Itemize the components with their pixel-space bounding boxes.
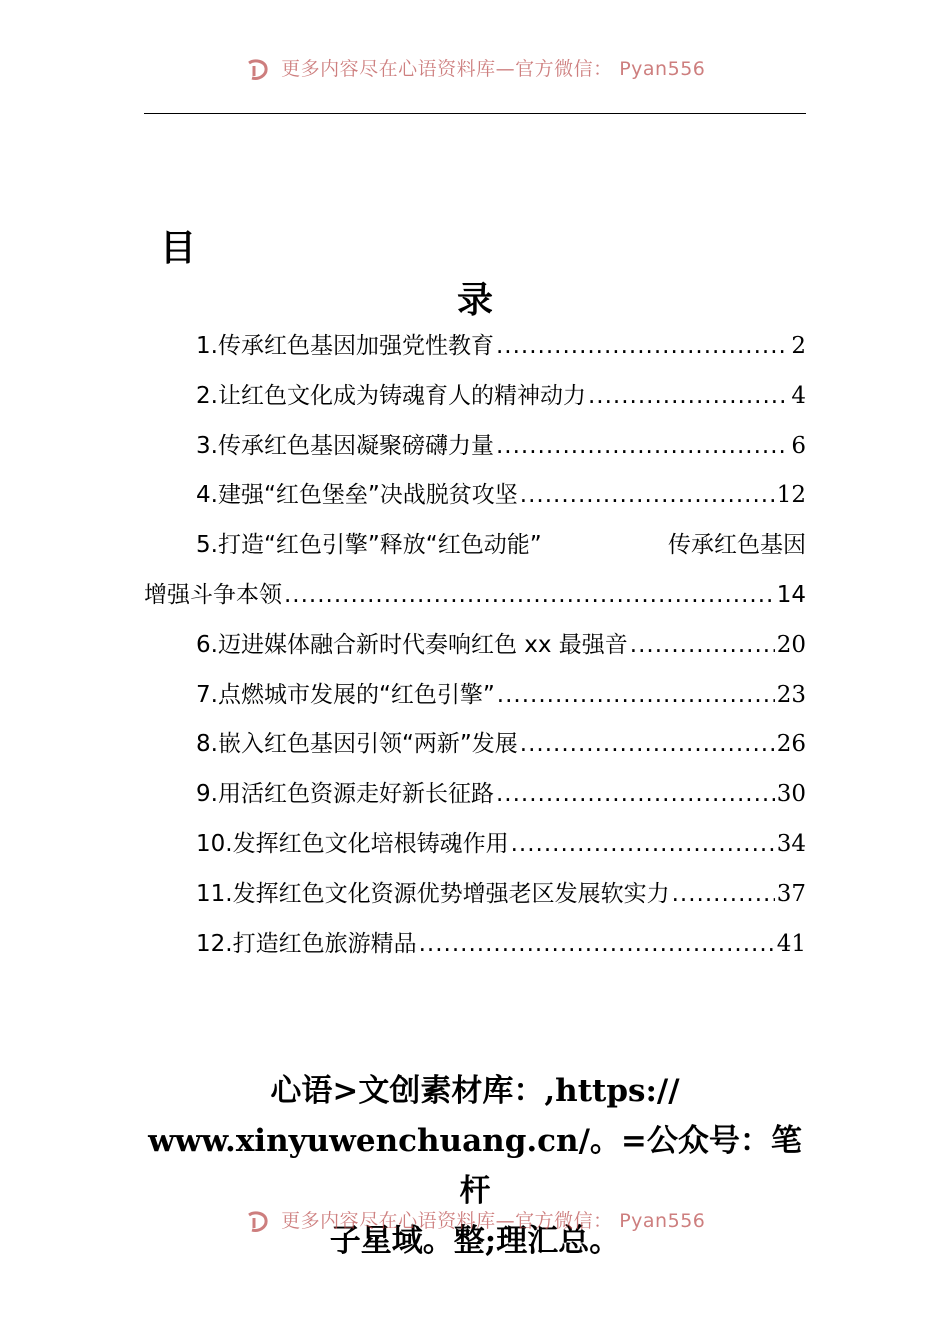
watermark-text: 更多内容尽在心语资料库—官方微信： Pyan556: [281, 1210, 706, 1232]
toc-entry-11[interactable]: [144, 870, 806, 920]
toc-entry-6[interactable]: [144, 621, 806, 671]
toc-leader-dots: [630, 621, 775, 671]
toc-leader-dots: [672, 870, 775, 920]
toc-entry-9[interactable]: [144, 770, 806, 820]
table-of-contents: [144, 322, 806, 969]
toc-entry-5-line-2[interactable]: [144, 571, 806, 621]
footer-note: [144, 1066, 806, 1266]
toc-entry-label: 12.打造红色旅游精品: [196, 930, 417, 957]
toc-entry-page: 37: [776, 880, 806, 907]
toc-entry-5-line-1[interactable]: [144, 521, 806, 571]
toc-entry-label: 10.发挥红色文化培根铸魂作用: [196, 830, 509, 857]
toc-entry-label: 4.建强“红色堡垒”决战脱贫攻坚: [196, 482, 518, 509]
footer-line-3: 子星域。整;理汇总。: [329, 1223, 621, 1259]
toc-entry-10[interactable]: [144, 820, 806, 870]
toc-entry-page: 34: [776, 830, 806, 857]
toc-entry-label: 9.用活红色资源走好新长征路: [196, 781, 494, 808]
toc-entry-4[interactable]: [144, 471, 806, 521]
logo-icon: [245, 57, 271, 83]
toc-entry-page: 14: [776, 581, 806, 608]
toc-title-first-char: 目: [160, 227, 197, 269]
toc-entry-1[interactable]: [144, 322, 806, 372]
toc-leader-dots: [511, 820, 775, 870]
toc-entry-page: 12: [776, 482, 806, 509]
toc-leader-dots: [419, 920, 775, 970]
toc-entry-3[interactable]: [144, 422, 806, 472]
toc-title-second-char: 录: [456, 279, 493, 321]
toc-entry-page: 41: [776, 930, 806, 957]
logo-icon: [245, 1209, 271, 1235]
footer-line-1: 心语>文创素材库：,https://: [270, 1073, 680, 1109]
toc-entry-page: 2: [791, 333, 806, 359]
toc-leader-dots: [588, 372, 789, 422]
toc-entry-7[interactable]: [144, 671, 806, 721]
toc-entry-label-part-b: 传承红色基因: [668, 532, 806, 559]
toc-entry-page: 26: [776, 731, 806, 758]
header-watermark: [0, 54, 950, 83]
toc-entry-page: 23: [776, 681, 806, 708]
watermark-text: 更多内容尽在心语资料库—官方微信： Pyan556: [281, 58, 706, 80]
toc-entry-label: 6.迈进媒体融合新时代奏响红色 xx 最强音: [196, 631, 628, 658]
footer-watermark: [0, 1206, 950, 1235]
footer-line-2: www.xinyuwenchuang.cn/。=公众号：笔杆: [148, 1123, 802, 1209]
toc-leader-dots: [520, 471, 775, 521]
toc-entry-page: 20: [776, 631, 806, 658]
toc-entry-label: 11.发挥红色文化资源优势增强老区发展软实力: [196, 880, 670, 907]
toc-leader-dots: [520, 720, 775, 770]
toc-leader-dots: [284, 571, 775, 621]
header-rule: [144, 113, 806, 114]
toc-entry-page: 30: [776, 781, 806, 808]
toc-leader-dots: [496, 770, 775, 820]
toc-leader-dots: [497, 671, 775, 721]
toc-entry-label-continued: 增强斗争本领: [144, 581, 282, 608]
toc-entry-8[interactable]: [144, 720, 806, 770]
toc-entry-2[interactable]: [144, 372, 806, 422]
toc-entry-label: 2.让红色文化成为铸魂育人的精神动力: [196, 382, 586, 409]
toc-entry-label: 8.嵌入红色基因引领“两新”发展: [196, 731, 518, 758]
toc-entry-label: 1.传承红色基因加强党性教育: [196, 333, 494, 359]
toc-entry-label: 7.点燃城市发展的“红色引擎”: [196, 681, 495, 708]
toc-entry-page: 6: [791, 432, 806, 459]
toc-entry-12[interactable]: [144, 920, 806, 970]
toc-entry-page: 4: [791, 382, 806, 409]
toc-entry-label: 3.传承红色基因凝聚磅礴力量: [196, 432, 494, 459]
toc-leader-dots: [496, 322, 789, 372]
toc-leader-dots: [496, 422, 789, 472]
toc-entry-label-part-a: 5.打造“红色引擎”释放“红色动能”: [196, 532, 542, 559]
